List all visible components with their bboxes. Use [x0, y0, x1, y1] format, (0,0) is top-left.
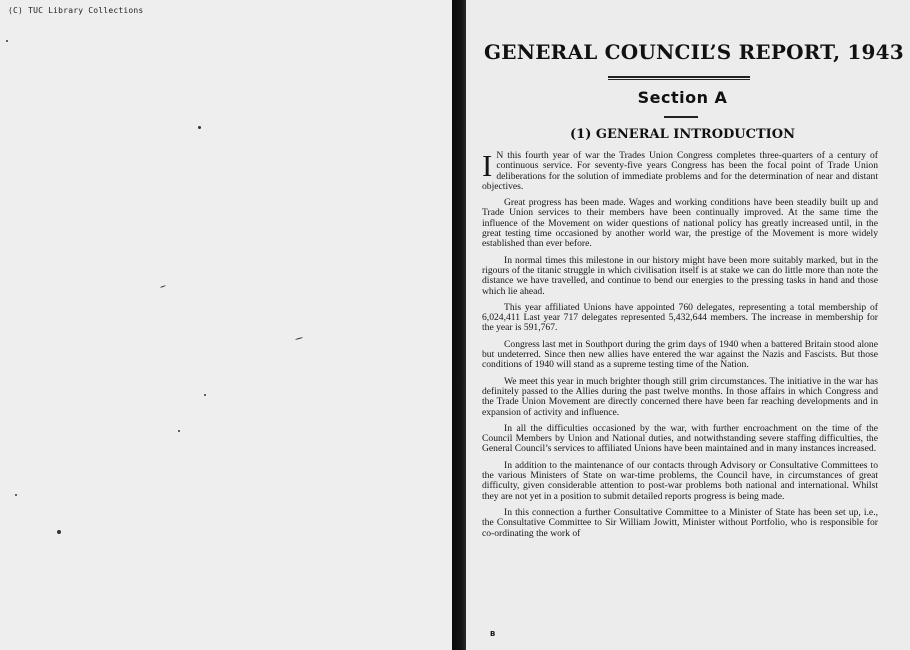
book-gutter: [452, 0, 466, 650]
drop-cap: I: [482, 148, 493, 183]
paragraph: This year affiliated Unions have appointed 760 delegates, representing a total membership of 6,024,411 Last year 717 delegates represented 5,432,644 members. The increase in membership for the year is 591,767.: [482, 301, 878, 334]
section-heading: Section A: [637, 88, 728, 107]
paper-speck: [15, 494, 17, 496]
paper-speck: [160, 285, 166, 288]
paragraph: [482, 148, 878, 192]
paper-speck: [198, 126, 201, 129]
title-rule: [608, 76, 750, 78]
paper-speck: [57, 530, 61, 534]
introduction-heading: (1) GENERAL INTRODUCTION: [570, 127, 795, 142]
paragraph: In this connection a further Consultative Committee to a Minister of State has been set up, i.e., the Consultative Committee to Sir William Jowitt, Minister without Portfolio, who is responsible for co-ordinating the work of: [482, 506, 878, 539]
left-page: [0, 0, 452, 650]
section-rule: [664, 116, 698, 118]
paragraph: Great progress has been made. Wages and working conditions have been steadily built up and Trade Union services to their members have been continually improved. At the same time the influence of the Movement on wider questions of national policy has greatly increased until, in the great testing time occasioned by another world war, the prestige of the Movement is more widely established than ever before.: [482, 197, 878, 250]
paragraph: Congress last met in Southport during the grim days of 1940 when a battered Britain stood alone but undeterred. Since then new allies have entered the war against the Nazis and Fascists. But those conditions of 1940 will stand as a supreme testing time of the Nation.: [482, 338, 878, 371]
title-rule: [608, 79, 750, 80]
report-body: [482, 148, 878, 545]
paper-speck: [295, 337, 303, 340]
paper-speck: [6, 40, 8, 42]
paragraph: In all the difficulties occasioned by the war, with further encroachment on the time of the Council Members by Union and National duties, and notwithstanding severe staffing difficulties, the General Council’s services to affiliated Unions have been maintained and in many instances increased.: [482, 422, 878, 455]
paragraph-text: N this fourth year of war the Trades Union Congress completes three-quarters of a century of continuous service. For seventy-five years Congress has been the focal point of Trade Union deliberations for the solution of immediate problems and for the determination of near and distant objectives.: [482, 150, 878, 192]
copyright-watermark: (C) TUC Library Collections: [8, 6, 144, 15]
paper-speck: [204, 394, 206, 396]
paragraph: We meet this year in much brighter though still grim circumstances. The initiative in the war has definitely passed to the Allies during the past twelve months. In those affairs in which Congress and the Trade Union Movement are directly concerned there have been far reaching developments and in expansion of activity and influence.: [482, 375, 878, 418]
paragraph: In normal times this milestone in our history might have been more suitably marked, but in the rigours of the titanic struggle in which civilisation itself is at stake we can do little more than note the distance we have travelled, and continue to bend our energies to the pressing tasks in hand and those which lie ahead.: [482, 254, 878, 297]
page-signature-marker: B: [490, 630, 496, 638]
paper-speck: [178, 430, 180, 432]
paragraph: In addition to the maintenance of our contacts through Advisory or Consultative Committees to the various Ministers of State on war-time problems, the Council have, in circumstances of great difficulty, given considerable attention to post-war problems both national and international. Whilst they are not yet in a position to submit detailed reports progress is being made.: [482, 459, 878, 502]
report-title: GENERAL COUNCIL’S REPORT, 1943: [484, 40, 904, 64]
